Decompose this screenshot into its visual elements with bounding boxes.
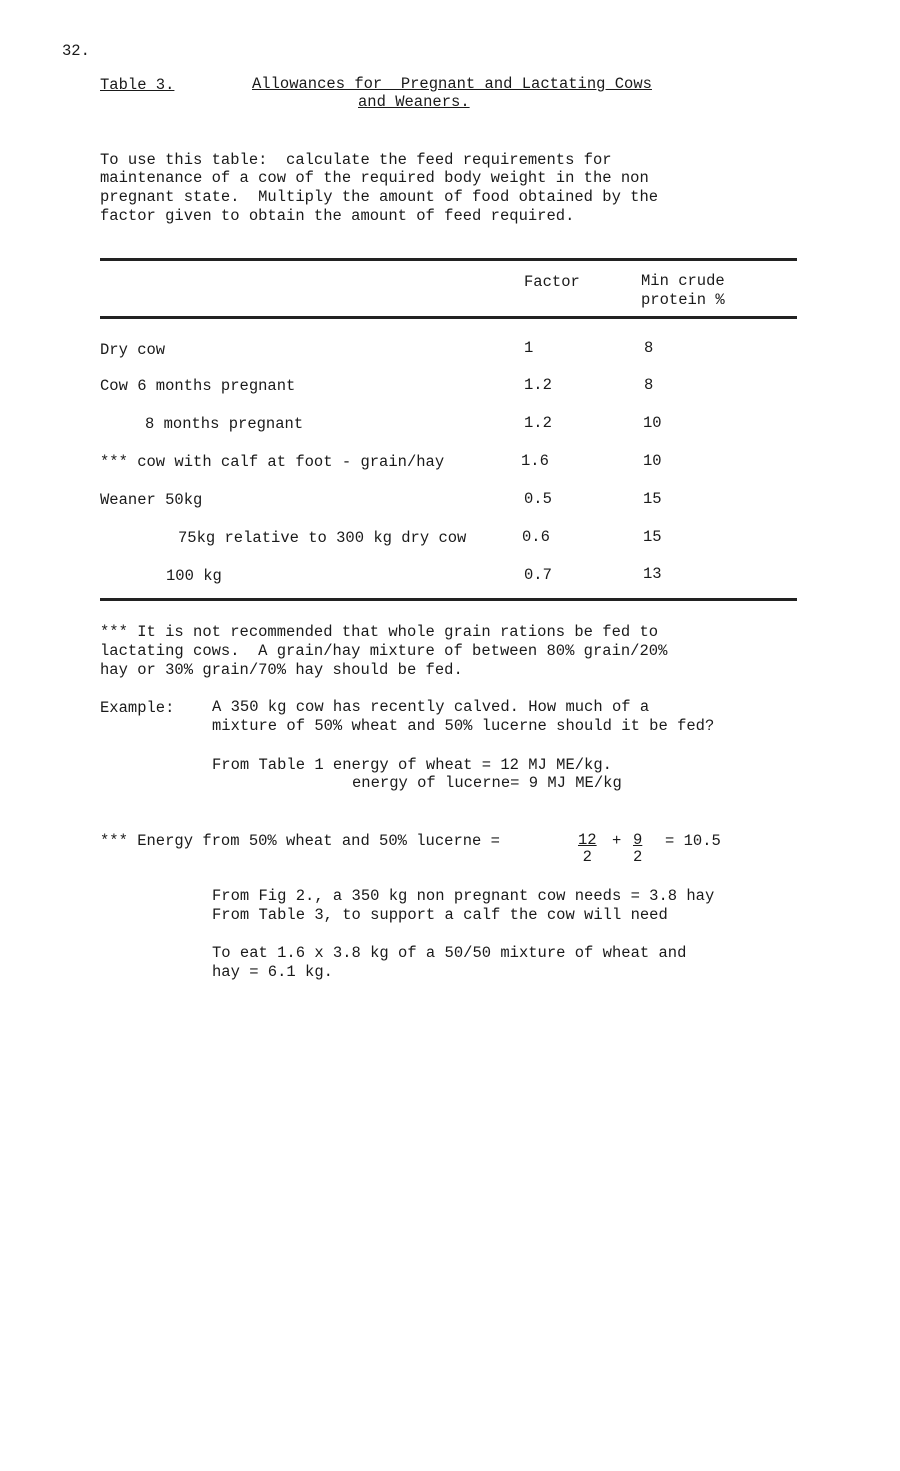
fraction-lucerne — [633, 832, 642, 866]
row-factor: 0.5 — [524, 490, 552, 508]
fraction-numerator: 12 — [578, 831, 597, 849]
row-label: 8 months pregnant — [145, 415, 304, 433]
intro-line: pregnant state. Multiply the amount of food obtained by the — [100, 188, 659, 206]
calc-prefix: *** Energy from 50% wheat and 50% lucerne = — [100, 832, 500, 850]
row-label: Weaner 50kg — [100, 491, 203, 509]
fraction-denominator: 2 — [582, 848, 592, 866]
example-label: Example: — [100, 699, 175, 717]
row-protein: 15 — [643, 490, 662, 508]
row-factor: 0.7 — [524, 566, 552, 584]
row-protein: 8 — [644, 339, 654, 357]
row-factor: 0.6 — [522, 528, 550, 546]
fraction-denominator: 2 — [633, 848, 643, 866]
row-label: Dry cow — [100, 341, 166, 359]
example-question-line: mixture of 50% wheat and 50% lucerne should it be fed? — [212, 717, 715, 735]
row-factor: 1 — [524, 339, 534, 357]
table-bottom-rule — [100, 598, 797, 601]
table-title-line2: and Weaners. — [358, 93, 470, 111]
row-label: 75kg relative to 300 kg dry cow — [178, 529, 467, 547]
header-protein-line2: protein % — [641, 291, 725, 309]
row-protein: 13 — [643, 565, 662, 583]
row-protein: 15 — [643, 528, 662, 546]
table-title-line1: Allowances for Pregnant and Lactating Cows — [252, 75, 652, 93]
calc-result: = 10.5 — [665, 832, 721, 850]
footnote-line: hay or 30% grain/70% hay should be fed. — [100, 661, 463, 679]
table-header-rule — [100, 316, 797, 319]
row-factor: 1.6 — [521, 452, 549, 470]
final-line: To eat 1.6 x 3.8 kg of a 50/50 mixture of wheat and — [212, 944, 687, 962]
row-factor: 1.2 — [524, 414, 552, 432]
table-label: Table 3. — [100, 76, 175, 94]
row-label: 100 kg — [166, 567, 222, 585]
plus-sign: + — [612, 832, 622, 850]
header-factor: Factor — [524, 273, 580, 291]
conclusion-line: From Table 3, to support a calf the cow will need — [212, 906, 668, 924]
row-protein: 8 — [644, 376, 654, 394]
header-protein-line1: Min crude — [641, 272, 725, 290]
row-protein: 10 — [643, 414, 662, 432]
footnote-line: *** It is not recommended that whole grain rations be fed to — [100, 623, 659, 641]
fraction-numerator: 9 — [633, 831, 643, 849]
energy-line: From Table 1 energy of wheat = 12 MJ ME/kg. — [212, 756, 612, 774]
intro-line: factor given to obtain the amount of feed required. — [100, 207, 575, 225]
footnote-line: lactating cows. A grain/hay mixture of between 80% grain/20% — [100, 642, 668, 660]
final-line: hay = 6.1 kg. — [212, 963, 333, 981]
intro-line: To use this table: calculate the feed requirements for — [100, 151, 612, 169]
table-top-rule — [100, 258, 797, 261]
page-number: 32. — [62, 42, 90, 60]
intro-line: maintenance of a cow of the required body weight in the non — [100, 169, 649, 187]
example-question-line: A 350 kg cow has recently calved. How much of a — [212, 698, 650, 716]
row-factor: 1.2 — [524, 376, 552, 394]
fraction-wheat — [578, 832, 597, 866]
energy-line: energy of lucerne= 9 MJ ME/kg — [352, 774, 622, 792]
row-label: *** cow with calf at foot - grain/hay — [100, 453, 445, 471]
row-protein: 10 — [643, 452, 662, 470]
row-label: Cow 6 months pregnant — [100, 377, 296, 395]
conclusion-line: From Fig 2., a 350 kg non pregnant cow needs = 3.8 hay — [212, 887, 715, 905]
